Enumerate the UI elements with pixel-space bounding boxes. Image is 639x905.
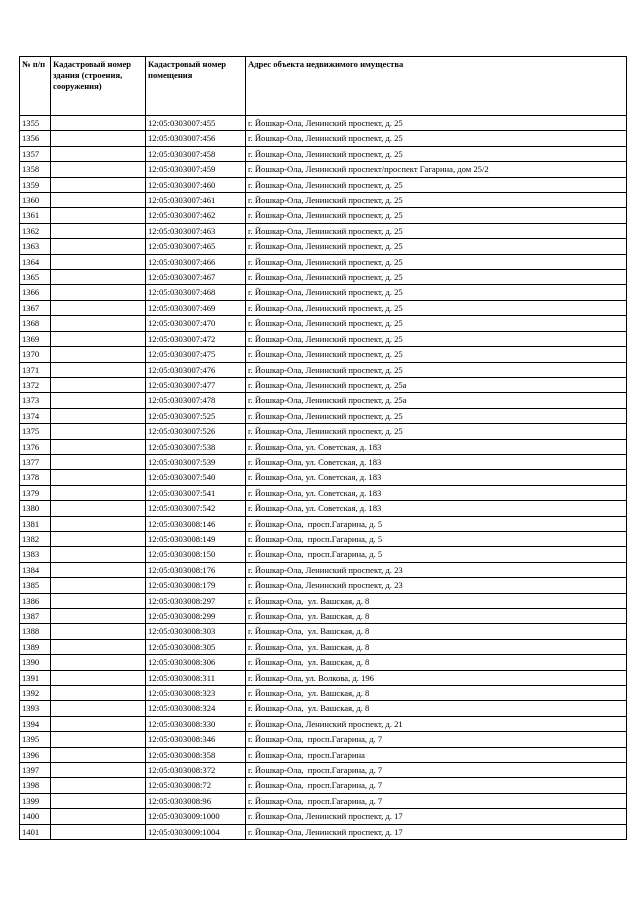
building-cadastral-cell <box>51 347 146 362</box>
address-cell: г. Йошкар-Ола, ул. Советская, д. 183 <box>246 470 627 485</box>
address-cell: г. Йошкар-Ола, ул. Вашская, д. 8 <box>246 686 627 701</box>
building-cadastral-cell <box>51 747 146 762</box>
table-row <box>20 208 627 223</box>
row-number-cell: 1356 <box>20 131 51 146</box>
building-cadastral-cell <box>51 208 146 223</box>
address-cell: г. Йошкар-Ола, ул. Вашская, д. 8 <box>246 639 627 654</box>
premises-cadastral-cell: 12:05:0303007:463 <box>146 223 246 238</box>
row-number-cell: 1398 <box>20 778 51 793</box>
row-number-cell: 1367 <box>20 300 51 315</box>
premises-cadastral-cell: 12:05:0303007:467 <box>146 270 246 285</box>
address-cell: г. Йошкар-Ола, Ленинский проспект, д. 17 <box>246 809 627 824</box>
table-row <box>20 701 627 716</box>
building-cadastral-cell <box>51 593 146 608</box>
address-cell: г. Йошкар-Ола, Ленинский проспект, д. 25 <box>246 146 627 161</box>
table-row <box>20 254 627 269</box>
premises-cadastral-cell: 12:05:0303007:478 <box>146 393 246 408</box>
table-row <box>20 578 627 593</box>
table-row <box>20 824 627 839</box>
header-building-cadastral: Кадастровый номер здания (строения, сооружения) <box>51 57 146 116</box>
table-row <box>20 470 627 485</box>
address-cell: г. Йошкар-Ола, просп.Гагарина, д. 7 <box>246 778 627 793</box>
premises-cadastral-cell: 12:05:0303008:323 <box>146 686 246 701</box>
building-cadastral-cell <box>51 670 146 685</box>
premises-cadastral-cell: 12:05:0303008:305 <box>146 639 246 654</box>
premises-cadastral-cell: 12:05:0303007:462 <box>146 208 246 223</box>
building-cadastral-cell <box>51 624 146 639</box>
row-number-cell: 1374 <box>20 408 51 423</box>
premises-cadastral-cell: 12:05:0303007:470 <box>146 316 246 331</box>
address-cell: г. Йошкар-Ола, Ленинский проспект, д. 25 <box>246 208 627 223</box>
premises-cadastral-cell: 12:05:0303008:346 <box>146 732 246 747</box>
table-row <box>20 362 627 377</box>
address-cell: г. Йошкар-Ола, Ленинский проспект, д. 25 <box>246 316 627 331</box>
table-row <box>20 331 627 346</box>
premises-cadastral-cell: 12:05:0303007:475 <box>146 347 246 362</box>
address-cell: г. Йошкар-Ола, ул. Вашская, д. 8 <box>246 609 627 624</box>
row-number-cell: 1378 <box>20 470 51 485</box>
premises-cadastral-cell: 12:05:0303007:542 <box>146 501 246 516</box>
table-row <box>20 501 627 516</box>
premises-cadastral-cell: 12:05:0303007:525 <box>146 408 246 423</box>
address-cell: г. Йошкар-Ола, ул. Вашская, д. 8 <box>246 624 627 639</box>
table-row <box>20 609 627 624</box>
row-number-cell: 1388 <box>20 624 51 639</box>
row-number-cell: 1362 <box>20 223 51 238</box>
address-cell: г. Йошкар-Ола, Ленинский проспект, д. 25 <box>246 424 627 439</box>
address-cell: г. Йошкар-Ола, Ленинский проспект, д. 25 <box>246 177 627 192</box>
building-cadastral-cell <box>51 362 146 377</box>
address-cell: г. Йошкар-Ола, ул. Советская, д. 183 <box>246 439 627 454</box>
premises-cadastral-cell: 12:05:0303007:469 <box>146 300 246 315</box>
address-cell: г. Йошкар-Ола, Ленинский проспект, д. 21 <box>246 716 627 731</box>
table-row <box>20 686 627 701</box>
table-row <box>20 778 627 793</box>
premises-cadastral-cell: 12:05:0303007:458 <box>146 146 246 161</box>
row-number-cell: 1399 <box>20 793 51 808</box>
table-row <box>20 763 627 778</box>
row-number-cell: 1368 <box>20 316 51 331</box>
building-cadastral-cell <box>51 701 146 716</box>
address-cell: г. Йошкар-Ола, Ленинский проспект, д. 25 <box>246 362 627 377</box>
address-cell: г. Йошкар-Ола, Ленинский проспект, д. 25 <box>246 116 627 131</box>
premises-cadastral-cell: 12:05:0303007:541 <box>146 485 246 500</box>
premises-cadastral-cell: 12:05:0303007:456 <box>146 131 246 146</box>
premises-cadastral-cell: 12:05:0303008:306 <box>146 655 246 670</box>
address-cell: г. Йошкар-Ола, ул. Вашская, д. 8 <box>246 701 627 716</box>
premises-cadastral-cell: 12:05:0303007:477 <box>146 377 246 392</box>
address-cell: г. Йошкар-Ола, Ленинский проспект, д. 25 <box>246 254 627 269</box>
table-row <box>20 408 627 423</box>
address-cell: г. Йошкар-Ола, просп.Гагарина, д. 7 <box>246 763 627 778</box>
table-row <box>20 424 627 439</box>
premises-cadastral-cell: 12:05:0303008:96 <box>146 793 246 808</box>
premises-cadastral-cell: 12:05:0303007:540 <box>146 470 246 485</box>
row-number-cell: 1361 <box>20 208 51 223</box>
row-number-cell: 1373 <box>20 393 51 408</box>
row-number-cell: 1372 <box>20 377 51 392</box>
row-number-cell: 1397 <box>20 763 51 778</box>
table-row <box>20 716 627 731</box>
table-row <box>20 454 627 469</box>
row-number-cell: 1385 <box>20 578 51 593</box>
address-cell: г. Йошкар-Ола, Ленинский проспект, д. 25 <box>246 331 627 346</box>
premises-cadastral-cell: 12:05:0303008:311 <box>146 670 246 685</box>
table-row <box>20 793 627 808</box>
building-cadastral-cell <box>51 331 146 346</box>
table-row <box>20 223 627 238</box>
premises-cadastral-cell: 12:05:0303007:476 <box>146 362 246 377</box>
premises-cadastral-cell: 12:05:0303008:176 <box>146 562 246 577</box>
building-cadastral-cell <box>51 562 146 577</box>
premises-cadastral-cell: 12:05:0303007:472 <box>146 331 246 346</box>
premises-cadastral-cell: 12:05:0303008:179 <box>146 578 246 593</box>
address-cell: г. Йошкар-Ола, ул. Советская, д. 183 <box>246 454 627 469</box>
building-cadastral-cell <box>51 793 146 808</box>
table-row <box>20 285 627 300</box>
row-number-cell: 1391 <box>20 670 51 685</box>
row-number-cell: 1386 <box>20 593 51 608</box>
building-cadastral-cell <box>51 239 146 254</box>
premises-cadastral-cell: 12:05:0303008:297 <box>146 593 246 608</box>
building-cadastral-cell <box>51 716 146 731</box>
address-cell: г. Йошкар-Ола, просп.Гагарина, д. 5 <box>246 531 627 546</box>
row-number-cell: 1359 <box>20 177 51 192</box>
address-cell: г. Йошкар-Ола, ул. Советская, д. 183 <box>246 485 627 500</box>
premises-cadastral-cell: 12:05:0303007:461 <box>146 193 246 208</box>
premises-cadastral-cell: 12:05:0303007:466 <box>146 254 246 269</box>
table-row <box>20 655 627 670</box>
row-number-cell: 1395 <box>20 732 51 747</box>
table-row <box>20 809 627 824</box>
address-cell: г. Йошкар-Ола, Ленинский проспект, д. 25а <box>246 377 627 392</box>
building-cadastral-cell <box>51 316 146 331</box>
building-cadastral-cell <box>51 686 146 701</box>
address-cell: г. Йошкар-Ола, ул. Волкова, д. 196 <box>246 670 627 685</box>
premises-cadastral-cell: 12:05:0303008:72 <box>146 778 246 793</box>
address-cell: г. Йошкар-Ола, Ленинский проспект, д. 25 <box>246 270 627 285</box>
property-table <box>19 56 627 840</box>
row-number-cell: 1382 <box>20 531 51 546</box>
building-cadastral-cell <box>51 270 146 285</box>
address-cell: г. Йошкар-Ола, Ленинский проспект, д. 25 <box>246 285 627 300</box>
address-cell: г. Йошкар-Ола, Ленинский проспект, д. 17 <box>246 824 627 839</box>
table-body <box>20 116 627 840</box>
premises-cadastral-cell: 12:05:0303007:468 <box>146 285 246 300</box>
row-number-cell: 1371 <box>20 362 51 377</box>
building-cadastral-cell <box>51 485 146 500</box>
building-cadastral-cell <box>51 531 146 546</box>
address-cell: г. Йошкар-Ола, Ленинский проспект, д. 25 <box>246 223 627 238</box>
premises-cadastral-cell: 12:05:0303008:324 <box>146 701 246 716</box>
premises-cadastral-cell: 12:05:0303008:299 <box>146 609 246 624</box>
premises-cadastral-cell: 12:05:0303009:1000 <box>146 809 246 824</box>
building-cadastral-cell <box>51 116 146 131</box>
building-cadastral-cell <box>51 547 146 562</box>
table-row <box>20 377 627 392</box>
building-cadastral-cell <box>51 809 146 824</box>
row-number-cell: 1394 <box>20 716 51 731</box>
header-row <box>20 57 627 116</box>
header-premises-cadastral: Кадастровый номер помещения <box>146 57 246 116</box>
address-cell: г. Йошкар-Ола, Ленинский проспект, д. 23 <box>246 562 627 577</box>
premises-cadastral-cell: 12:05:0303009:1004 <box>146 824 246 839</box>
building-cadastral-cell <box>51 223 146 238</box>
table-row <box>20 747 627 762</box>
building-cadastral-cell <box>51 763 146 778</box>
address-cell: г. Йошкар-Ола, просп.Гагарина, д. 5 <box>246 516 627 531</box>
table-row <box>20 562 627 577</box>
row-number-cell: 1365 <box>20 270 51 285</box>
address-cell: г. Йошкар-Ола, Ленинский проспект, д. 23 <box>246 578 627 593</box>
address-cell: г. Йошкар-Ола, просп.Гагарина <box>246 747 627 762</box>
premises-cadastral-cell: 12:05:0303007:460 <box>146 177 246 192</box>
address-cell: г. Йошкар-Ола, Ленинский проспект, д. 25а <box>246 393 627 408</box>
building-cadastral-cell <box>51 131 146 146</box>
premises-cadastral-cell: 12:05:0303008:303 <box>146 624 246 639</box>
building-cadastral-cell <box>51 824 146 839</box>
table-row <box>20 146 627 161</box>
premises-cadastral-cell: 12:05:0303008:358 <box>146 747 246 762</box>
building-cadastral-cell <box>51 408 146 423</box>
building-cadastral-cell <box>51 300 146 315</box>
building-cadastral-cell <box>51 424 146 439</box>
building-cadastral-cell <box>51 732 146 747</box>
row-number-cell: 1369 <box>20 331 51 346</box>
building-cadastral-cell <box>51 778 146 793</box>
building-cadastral-cell <box>51 639 146 654</box>
building-cadastral-cell <box>51 146 146 161</box>
address-cell: г. Йошкар-Ола, Ленинский проспект, д. 25 <box>246 131 627 146</box>
table-row <box>20 516 627 531</box>
table-row <box>20 531 627 546</box>
table-row <box>20 732 627 747</box>
premises-cadastral-cell: 12:05:0303008:146 <box>146 516 246 531</box>
row-number-cell: 1381 <box>20 516 51 531</box>
row-number-cell: 1387 <box>20 609 51 624</box>
premises-cadastral-cell: 12:05:0303007:455 <box>146 116 246 131</box>
row-number-cell: 1389 <box>20 639 51 654</box>
building-cadastral-cell <box>51 501 146 516</box>
building-cadastral-cell <box>51 578 146 593</box>
row-number-cell: 1401 <box>20 824 51 839</box>
building-cadastral-cell <box>51 177 146 192</box>
row-number-cell: 1355 <box>20 116 51 131</box>
table-row <box>20 547 627 562</box>
row-number-cell: 1364 <box>20 254 51 269</box>
row-number-cell: 1379 <box>20 485 51 500</box>
table-row <box>20 177 627 192</box>
row-number-cell: 1358 <box>20 162 51 177</box>
header-address: Адрес объекта недвижимого имущества <box>246 57 627 116</box>
table-header <box>20 57 627 116</box>
row-number-cell: 1393 <box>20 701 51 716</box>
row-number-cell: 1396 <box>20 747 51 762</box>
address-cell: г. Йошкар-Ола, Ленинский проспект, д. 25 <box>246 193 627 208</box>
row-number-cell: 1357 <box>20 146 51 161</box>
table-row <box>20 116 627 131</box>
table-row <box>20 162 627 177</box>
building-cadastral-cell <box>51 193 146 208</box>
table-row <box>20 193 627 208</box>
premises-cadastral-cell: 12:05:0303008:372 <box>146 763 246 778</box>
address-cell: г. Йошкар-Ола, Ленинский проспект, д. 25 <box>246 408 627 423</box>
address-cell: г. Йошкар-Ола, просп.Гагарина, д. 7 <box>246 732 627 747</box>
header-row-number: № п/п <box>20 57 51 116</box>
row-number-cell: 1360 <box>20 193 51 208</box>
building-cadastral-cell <box>51 655 146 670</box>
table-row <box>20 639 627 654</box>
row-number-cell: 1366 <box>20 285 51 300</box>
address-cell: г. Йошкар-Ола, ул. Советская, д. 183 <box>246 501 627 516</box>
row-number-cell: 1400 <box>20 809 51 824</box>
row-number-cell: 1377 <box>20 454 51 469</box>
table-row <box>20 593 627 608</box>
table-row <box>20 270 627 285</box>
row-number-cell: 1376 <box>20 439 51 454</box>
premises-cadastral-cell: 12:05:0303007:539 <box>146 454 246 469</box>
address-cell: г. Йошкар-Ола, просп.Гагарина, д. 7 <box>246 793 627 808</box>
building-cadastral-cell <box>51 470 146 485</box>
building-cadastral-cell <box>51 285 146 300</box>
premises-cadastral-cell: 12:05:0303007:459 <box>146 162 246 177</box>
premises-cadastral-cell: 12:05:0303007:465 <box>146 239 246 254</box>
address-cell: г. Йошкар-Ола, просп.Гагарина, д. 5 <box>246 547 627 562</box>
table-row <box>20 347 627 362</box>
row-number-cell: 1375 <box>20 424 51 439</box>
address-cell: г. Йошкар-Ола, Ленинский проспект, д. 25 <box>246 347 627 362</box>
premises-cadastral-cell: 12:05:0303008:150 <box>146 547 246 562</box>
building-cadastral-cell <box>51 516 146 531</box>
table-row <box>20 485 627 500</box>
row-number-cell: 1384 <box>20 562 51 577</box>
building-cadastral-cell <box>51 454 146 469</box>
premises-cadastral-cell: 12:05:0303008:149 <box>146 531 246 546</box>
building-cadastral-cell <box>51 254 146 269</box>
premises-cadastral-cell: 12:05:0303007:538 <box>146 439 246 454</box>
table-row <box>20 131 627 146</box>
table-row <box>20 624 627 639</box>
row-number-cell: 1383 <box>20 547 51 562</box>
address-cell: г. Йошкар-Ола, Ленинский проспект, д. 25 <box>246 300 627 315</box>
table-row <box>20 439 627 454</box>
row-number-cell: 1370 <box>20 347 51 362</box>
building-cadastral-cell <box>51 162 146 177</box>
table-row <box>20 239 627 254</box>
address-cell: г. Йошкар-Ола, Ленинский проспект, д. 25 <box>246 239 627 254</box>
row-number-cell: 1390 <box>20 655 51 670</box>
premises-cadastral-cell: 12:05:0303008:330 <box>146 716 246 731</box>
premises-cadastral-cell: 12:05:0303007:526 <box>146 424 246 439</box>
address-cell: г. Йошкар-Ола, ул. Вашская, д. 8 <box>246 655 627 670</box>
address-cell: г. Йошкар-Ола, ул. Вашская, д. 8 <box>246 593 627 608</box>
building-cadastral-cell <box>51 439 146 454</box>
table-row <box>20 393 627 408</box>
address-cell: г. Йошкар-Ола, Ленинский проспект/проспект Гагарина, дом 25/2 <box>246 162 627 177</box>
table-row <box>20 300 627 315</box>
building-cadastral-cell <box>51 393 146 408</box>
row-number-cell: 1380 <box>20 501 51 516</box>
row-number-cell: 1363 <box>20 239 51 254</box>
table-row <box>20 670 627 685</box>
building-cadastral-cell <box>51 377 146 392</box>
building-cadastral-cell <box>51 609 146 624</box>
table-row <box>20 316 627 331</box>
row-number-cell: 1392 <box>20 686 51 701</box>
